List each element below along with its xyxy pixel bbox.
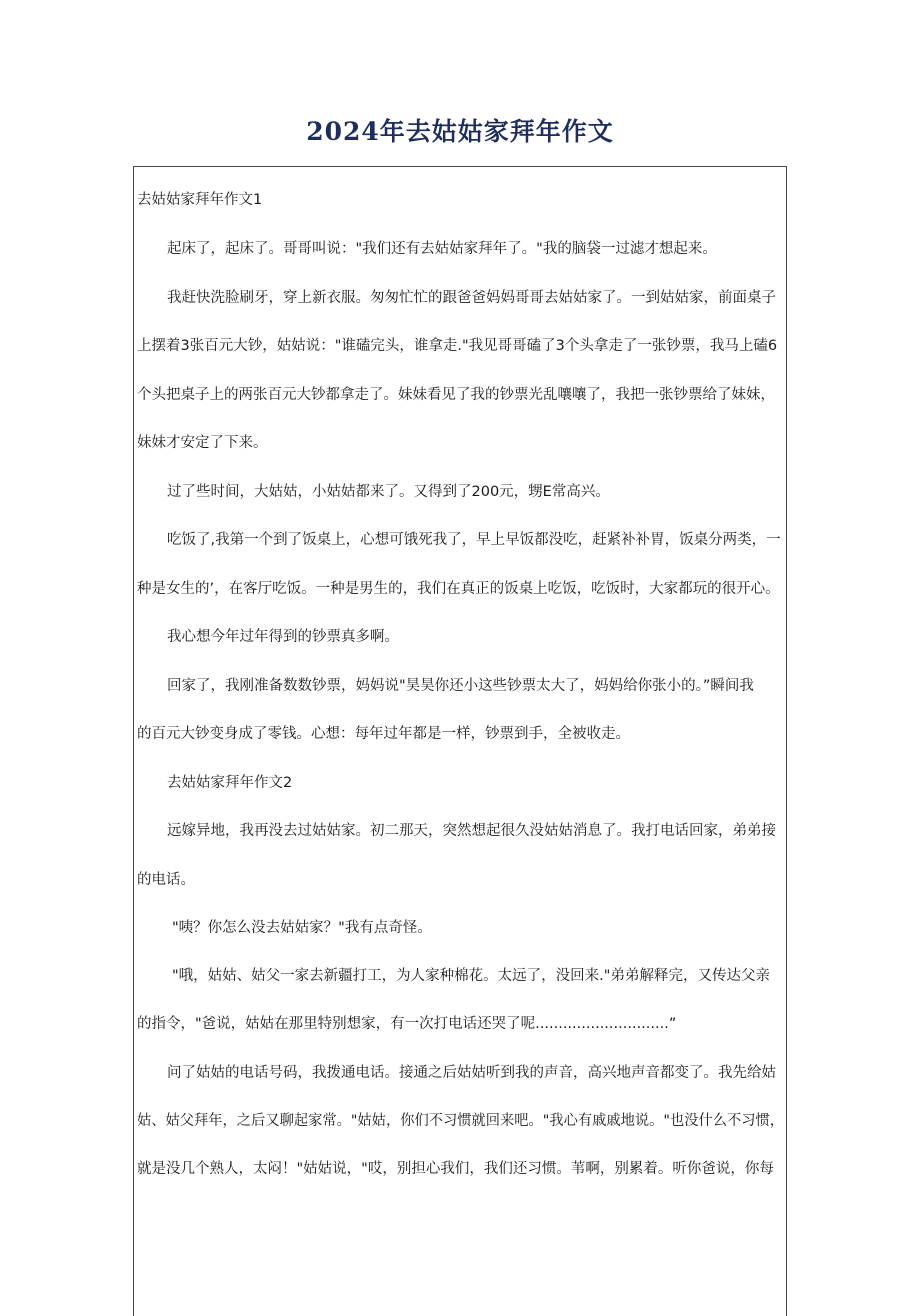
text-line: 远嫁异地，我再没去过姑姑家。初二那天，突然想起很久没姑姑消息了。我打电话回家，弟弟接	[167, 823, 776, 839]
section-heading-2: 去姑姑家拜年作文2	[167, 775, 293, 791]
text-line: 上摆着3张百元大钞，姑姑说："谁磕完头，谁拿走."我见哥哥磕了3个头拿走了一张钞票，我马上磕6	[137, 338, 778, 354]
text-line: "哦，姑姑、姑父一家去新疆打工，为人家种棉花。太远了，没回来."弟弟解释完，又传达父亲	[172, 968, 770, 984]
text-line: 姑、姑父拜年，之后又聊起家常。"姑姑，你们不习惯就回来吧。"我心有戚戚地说。"也没什么不习惯，	[137, 1113, 785, 1129]
text-line: 个头把桌子上的两张百元大钞都拿走了。妹妹看见了我的钞票光乱嚷嚷了，我把一张钞票给了妹妹，	[137, 387, 775, 403]
text-line: 起床了，起床了。哥哥叫说："我们还有去姑姑家拜年了。"我的脑袋一过滤才想起来。	[167, 241, 717, 257]
text-line: 我赶快洗脸刷牙，穿上新衣服。匆匆忙忙的跟爸爸妈妈哥哥去姑姑家了。一到姑姑家，前面桌子	[167, 290, 776, 306]
document-title: 2024年去姑姑家拜年作文	[306, 117, 614, 146]
text-line: 吃饭了,我第一个到了饭桌上，心想可饿死我了，早上早饭都没吃，赶紧补补胃，饭桌分两类，一	[167, 532, 781, 548]
text-line: 我心想今年过年得到的钞票真多啊。	[167, 629, 399, 645]
text-line: 问了姑姑的电话号码，我拨通电话。接通之后姑姑听到我的声音，高兴地声音都变了。我先给姑	[167, 1065, 776, 1081]
text-line: 的百元大钞变身成了零钱。心想：每年过年都是一样，钞票到手，全被收走。	[137, 726, 630, 742]
text-line: 的电话。	[137, 872, 195, 888]
text-line: 就是没几个熟人，太闷！"姑姑说，"哎，别担心我们，我们还习惯。苇啊，别累着。听你爸说，你每	[137, 1161, 774, 1177]
text-line: 的指令，"爸说，姑姑在那里特别想家，有一次打电话还哭了呢.............................”	[137, 1016, 677, 1032]
section-heading-1: 去姑姑家拜年作文1	[137, 192, 263, 208]
text-line: 妹妹才安定了下来。	[137, 435, 268, 451]
text-line: 种是女生的’，在客厅吃饭。一种是男生的，我们在真正的饭桌上吃饭，吃饭时，大家都玩的很开心。	[137, 581, 780, 597]
text-line: 回家了，我刚准备数数钞票，妈妈说"昊昊你还小这些钞票太大了，妈妈给你张小的。”瞬间我	[167, 678, 754, 694]
text-line: "咦？你怎么没去姑姑家？"我有点奇怪。	[172, 920, 432, 936]
text-line: 过了些时间，大姑姑，小姑姑都来了。又得到了200元，甥E常高兴。	[167, 484, 610, 500]
